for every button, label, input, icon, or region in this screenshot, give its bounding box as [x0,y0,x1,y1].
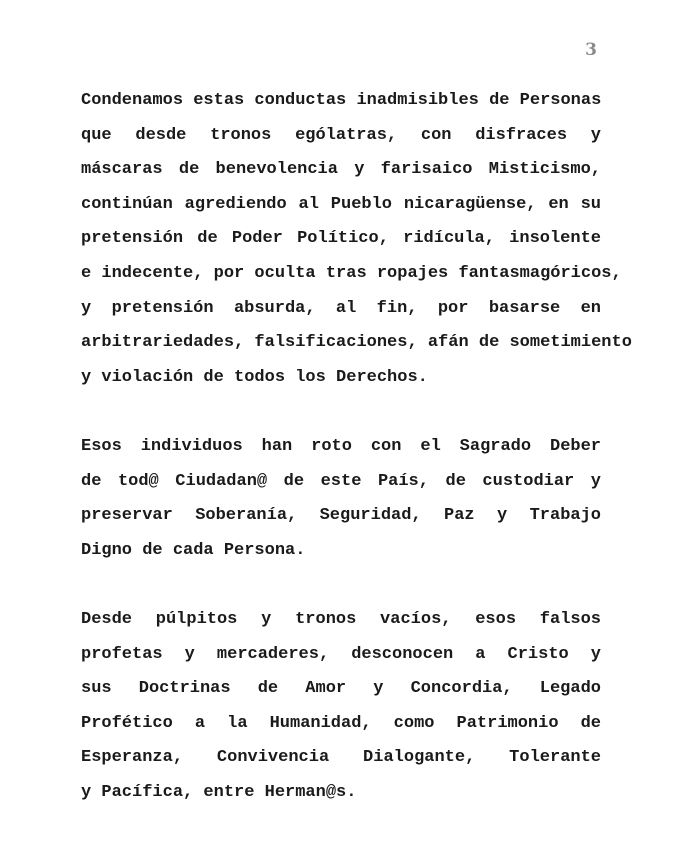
text-line: Digno de cada Persona. [81,540,306,560]
paragraph-3 [81,603,601,811]
body-text [81,84,632,845]
text-line: Esperanza, Convivencia Dialogante, Tolerante [81,748,601,768]
page-number: 3 [585,40,597,60]
paragraph-1 [81,84,632,395]
text-line: y violación de todos los Derechos. [81,367,428,387]
text-line: Esos individuos han roto con el Sagrado Deber [81,436,601,456]
text-line: pretensión de Poder Político, ridícula, insolente [81,229,601,249]
text-line: y Pacífica, entre Herman@s. [81,782,357,802]
text-line: Condenamos estas conductas inadmisibles de Personas [81,91,602,110]
text-line: sus Doctrinas de Amor y Concordia, Legado [81,679,601,699]
text-line: profetas y mercaderes, desconocen a Cristo y [81,644,601,664]
text-line: preservar Soberanía, Seguridad, Paz y Trabajo [81,506,601,526]
text-line: de tod@ Ciudadan@ de este País, de custodiar y [81,471,601,491]
text-line: continúan agrediendo al Pueblo nicaragüense, en su [81,194,601,214]
text-line: Desde púlpitos y tronos vacíos, esos falsos [81,609,601,629]
text-line: arbitrariedades, falsificaciones, afán de sometimiento [81,333,632,353]
text-line: que desde tronos ególatras, con disfraces y [81,125,601,145]
text-line: y pretensión absurda, al fin, por basarse en [81,298,601,318]
text-line: máscaras de benevolencia y farisaico Misticismo, [81,160,601,180]
paragraph-2 [81,430,601,568]
text-line: e indecente, por oculta tras ropajes fantasmagóricos, [81,263,622,283]
text-line: Profético a la Humanidad, como Patrimonio de [81,713,601,733]
